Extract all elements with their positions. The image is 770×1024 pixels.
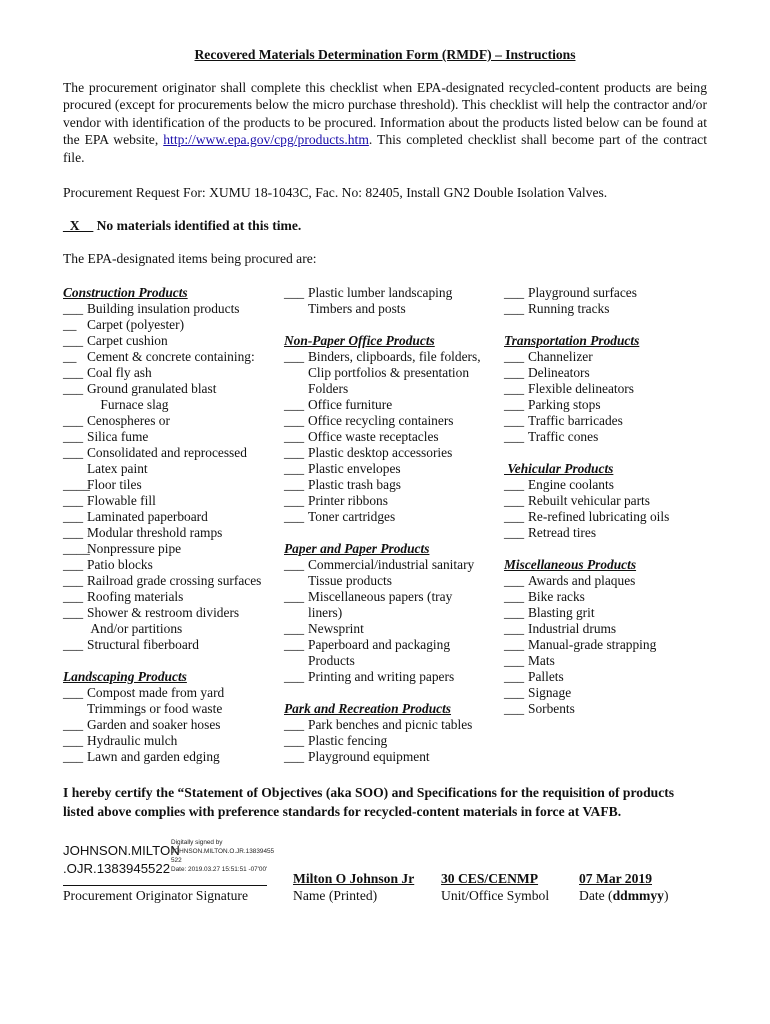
checklist-item-label: Binders, clipboards, file folders,: [308, 349, 481, 364]
checklist-blank[interactable]: ___: [284, 445, 305, 460]
checklist-blank[interactable]: [284, 301, 308, 317]
checklist-blank[interactable]: ___: [284, 669, 305, 684]
checklist-item: [63, 461, 273, 477]
checklist-item-label: Latex paint: [87, 461, 148, 476]
checklist-blank[interactable]: ___: [504, 621, 525, 636]
checklist-item-label: Ground granulated blast: [87, 381, 217, 396]
checklist-item-label: Trimmings or food waste: [87, 701, 223, 716]
signature-name-line-2: .OJR.1383945522: [63, 861, 171, 876]
checklist-item: [284, 381, 494, 397]
checklist-item: [284, 461, 494, 477]
checklist-item: [504, 605, 704, 621]
checklist-item: [504, 349, 704, 365]
checklist-blank[interactable]: ___: [284, 589, 305, 604]
checklist-item-label: Blasting grit: [528, 605, 595, 620]
checklist-blank[interactable]: ___: [504, 381, 525, 396]
checklist-item: [504, 653, 704, 669]
checklist-item-label: Plastic lumber landscaping: [308, 285, 453, 300]
checklist-item-label: Engine coolants: [528, 477, 614, 492]
checklist-item: [504, 509, 704, 525]
checklist-blank[interactable]: ___: [504, 349, 525, 364]
checklist-item-label: Coal fly ash: [87, 365, 152, 380]
checklist-item-label: Sorbents: [528, 701, 575, 716]
checklist-item: [284, 669, 494, 685]
checklist-item: [284, 509, 494, 525]
date-value[interactable]: 07 Mar 2019: [579, 871, 652, 886]
checklist-item-label: Carpet cushion: [87, 333, 168, 348]
checklist-blank[interactable]: ___: [284, 397, 305, 412]
checklist-item-label: Traffic barricades: [528, 413, 623, 428]
checklist-item-label: Clip portfolios & presentation: [308, 365, 470, 380]
checklist-blank[interactable]: ___: [284, 461, 305, 476]
checklist-blank[interactable]: ___: [284, 749, 305, 764]
checklist-item: [504, 525, 704, 541]
checklist-item: [63, 477, 273, 493]
checklist-item: [504, 589, 704, 605]
checklist-blank[interactable]: ___: [284, 285, 305, 300]
checklist-item: [63, 413, 273, 429]
printed-name-caption: Name (Printed): [293, 888, 378, 903]
checklist-blank[interactable]: [63, 701, 87, 717]
checklist-item: [504, 413, 704, 429]
checklist-item-label: Parking stops: [528, 397, 601, 412]
checklist-item: [504, 669, 704, 685]
checklist-item-label: Roofing materials: [87, 589, 184, 604]
checklist-item-label: Toner cartridges: [308, 509, 396, 524]
checklist-item-label: Hydraulic mulch: [87, 733, 178, 748]
checklist-item: [284, 477, 494, 493]
checklist-item: [284, 301, 494, 317]
signature-metadata: [171, 838, 274, 874]
checklist-item-label: Laminated paperboard: [87, 509, 208, 524]
unit-field: [441, 871, 549, 904]
checklist-blank[interactable]: ___: [63, 301, 84, 316]
checklist-item: [504, 685, 704, 701]
checklist-blank[interactable]: ____: [63, 477, 90, 492]
checklist-blank[interactable]: ___: [504, 669, 525, 684]
checklist-blank[interactable]: ___: [504, 573, 525, 588]
checklist-item-label: Consolidated and reprocessed: [87, 445, 247, 460]
checklist-item-label: Printer ribbons: [308, 493, 388, 508]
checklist-item-label: Compost made from yard: [87, 685, 225, 700]
category-item-list: [504, 285, 704, 317]
checklist-item-label: Office recycling containers: [308, 413, 454, 428]
column-3: [504, 285, 704, 717]
checklist-item-label: Printing and writing papers: [308, 669, 455, 684]
checklist-blank[interactable]: ___: [63, 413, 84, 428]
signature-meta-line-3: 522: [171, 857, 182, 864]
items-intro: The EPA-designated items being procured are:: [63, 251, 317, 266]
checklist-item-label: Plastic envelopes: [308, 461, 401, 476]
checklist-item: [284, 349, 494, 365]
checklist-item-label: Pallets: [528, 669, 564, 684]
checklist-blank[interactable]: ___: [284, 733, 305, 748]
category-item-list: [284, 557, 494, 685]
checklist-item-label: Furnace slag: [87, 397, 169, 412]
checklist-item: [63, 589, 273, 605]
checklist-item: [504, 381, 704, 397]
checklist-item: [504, 637, 704, 653]
checklist-blank[interactable]: ___: [504, 685, 525, 700]
procurement-request: Procurement Request For: XUMU 18-1043C, Fac. No: 82405, Install GN2 Double Isolation Valves.: [63, 185, 608, 200]
checklist-blank[interactable]: ___: [504, 589, 525, 604]
checklist-blank[interactable]: ___: [504, 509, 525, 524]
category-item-list: [284, 349, 494, 525]
checklist-item: [63, 621, 273, 637]
category-item-list: [284, 285, 494, 317]
checklist-item: [63, 301, 273, 317]
checklist-item: [284, 557, 494, 573]
signature-name: [63, 842, 180, 878]
checklist-item: [284, 621, 494, 637]
checklist-item: [504, 493, 704, 509]
checklist-item: [63, 605, 273, 621]
checklist-item: [63, 717, 273, 733]
checklist-item: [63, 701, 273, 717]
checklist-blank[interactable]: ___: [284, 509, 305, 524]
checklist-blank[interactable]: ___: [63, 333, 84, 348]
checklist-item-label: Bike racks: [528, 589, 585, 604]
product-category: [504, 333, 704, 445]
checklist-item-label: Office furniture: [308, 397, 393, 412]
category-title: Non-Paper Office Products: [284, 333, 435, 348]
checklist-blank[interactable]: ___: [504, 525, 525, 540]
checklist-item-label: Running tracks: [528, 301, 610, 316]
checklist-item-label: Garden and soaker hoses: [87, 717, 221, 732]
checklist-blank[interactable]: ___: [63, 493, 84, 508]
checklist-item: [284, 397, 494, 413]
checklist-blank[interactable]: ___: [504, 413, 525, 428]
product-category: [63, 669, 273, 765]
checklist-blank[interactable]: __: [63, 317, 77, 332]
product-category: [284, 701, 494, 765]
checklist-item: [63, 637, 273, 653]
intro-paragraph: [63, 79, 707, 166]
checklist-blank[interactable]: ___: [504, 653, 525, 668]
checklist-item-label: Manual-grade strapping: [528, 637, 657, 652]
checklist-blank[interactable]: ___: [63, 429, 84, 444]
checklist-item-label: Park benches and picnic tables: [308, 717, 473, 732]
checklist-blank[interactable]: ___: [504, 397, 525, 412]
checklist-item-label: Rebuilt vehicular parts: [528, 493, 650, 508]
checklist-item: [284, 733, 494, 749]
checklist-item-label: liners): [308, 605, 343, 620]
checklist-blank[interactable]: ___: [284, 349, 305, 364]
checklist-blank[interactable]: ___: [63, 509, 84, 524]
category-item-list: [63, 685, 273, 765]
checklist-item-label: Patio blocks: [87, 557, 153, 572]
signature-meta-line-2: JOHNSON.MILTON.O.JR.13839455: [171, 848, 275, 855]
checklist-item-label: Nonpressure pipe: [87, 541, 182, 556]
product-category: [284, 285, 494, 317]
checklist-item: [504, 477, 704, 493]
product-category: [284, 333, 494, 525]
checklist-item-label: And/or partitions: [87, 621, 183, 636]
category-title: Vehicular Products: [504, 461, 614, 476]
checklist-item: [504, 397, 704, 413]
checklist-blank[interactable]: ___: [63, 637, 84, 652]
checklist-blank[interactable]: ___: [504, 301, 525, 316]
checklist-blank[interactable]: ___: [284, 477, 305, 492]
checklist-blank[interactable]: ___: [504, 365, 525, 380]
checklist-blank[interactable]: ___: [504, 285, 525, 300]
signature-meta-line-4: Date: 2019.03.27 15:51:51 -07'00': [171, 866, 268, 873]
checklist-item-label: Structural fiberboard: [87, 637, 199, 652]
checklist-item-label: Plastic fencing: [308, 733, 388, 748]
no-materials-label: No materials identified at this time.: [93, 218, 302, 233]
product-category: [63, 285, 273, 653]
checklist-item-label: Cenospheres or: [87, 413, 170, 428]
checklist-blank[interactable]: ___: [63, 733, 84, 748]
checklist-item-label: Paperboard and packaging: [308, 637, 451, 652]
checklist-blank[interactable]: ___: [63, 525, 84, 540]
checklist-blank[interactable]: ___: [63, 685, 84, 700]
checklist-item-label: Carpet (polyester): [87, 317, 185, 332]
checklist-item-label: Flexible delineators: [528, 381, 634, 396]
checklist-item: [284, 605, 494, 621]
checklist-item-label: Silica fume: [87, 429, 149, 444]
checklist-item-label: Newsprint: [308, 621, 364, 636]
checklist-blank[interactable]: ___: [63, 381, 84, 396]
checklist-blank[interactable]: [284, 365, 308, 381]
checklist-item: [63, 429, 273, 445]
checklist-item: [284, 285, 494, 301]
date-caption-prefix: Date (: [579, 888, 613, 903]
checklist-item-label: Lawn and garden edging: [87, 749, 220, 764]
checklist-item: [63, 685, 273, 701]
checklist-item-label: Channelizer: [528, 349, 593, 364]
signature-line: [63, 885, 267, 886]
checklist-item: [63, 541, 273, 557]
checklist-blank[interactable]: ___: [63, 589, 84, 604]
no-materials-line: [63, 218, 301, 234]
checklist-blank[interactable]: ___: [63, 557, 84, 572]
category-item-list: [504, 349, 704, 445]
checklist-blank[interactable]: ___: [284, 557, 305, 572]
checklist-item: [63, 333, 273, 349]
checklist-item: [284, 653, 494, 669]
checklist-blank[interactable]: [284, 605, 308, 621]
category-item-list: [63, 301, 273, 653]
checklist-item: [63, 733, 273, 749]
category-item-list: [504, 477, 704, 541]
checklist-item: [504, 285, 704, 301]
category-item-list: [504, 573, 704, 717]
checklist-blank[interactable]: [284, 381, 308, 397]
page-title: Recovered Materials Determination Form (RMDF) – Instructions: [194, 47, 576, 62]
date-caption-format: ddmmyy: [612, 888, 664, 903]
no-materials-checkmark[interactable]: _X__: [63, 218, 94, 233]
checklist-blank[interactable]: ___: [284, 429, 305, 444]
checklist-item-label: Mats: [528, 653, 555, 668]
checklist-item: [63, 525, 273, 541]
checklist-item: [63, 573, 273, 589]
checklist-item-label: Flowable fill: [87, 493, 156, 508]
checklist-blank[interactable]: ___: [284, 493, 305, 508]
checklist-item-label: Shower & restroom dividers: [87, 605, 240, 620]
checklist-item: [504, 429, 704, 445]
checklist-item-label: Re-refined lubricating oils: [528, 509, 670, 524]
checklist-item: [63, 365, 273, 381]
certification-statement: I hereby certify the “Statement of Objectives (aka SOO) and Specifications for the requisition of products listed above complies with preference standards for recycled-content materials in force at VAFB.: [63, 785, 675, 819]
category-title: Landscaping Products: [63, 669, 187, 684]
checklist-item: [284, 573, 494, 589]
checklist-blank[interactable]: ___: [284, 621, 305, 636]
checklist-item: [504, 701, 704, 717]
checklist-blank[interactable]: ___: [284, 637, 305, 652]
checklist-blank[interactable]: [63, 461, 87, 477]
checklist-item: [284, 493, 494, 509]
checklist-item: [284, 637, 494, 653]
category-title: Transportation Products: [504, 333, 640, 348]
checklist-blank[interactable]: ___: [504, 605, 525, 620]
category-title: Paper and Paper Products: [284, 541, 430, 556]
checklist-item: [504, 573, 704, 589]
checklist-blank[interactable]: ___: [63, 445, 84, 460]
checklist-item-label: Plastic desktop accessories: [308, 445, 453, 460]
checklist-item: [504, 365, 704, 381]
checklist-item-label: Miscellaneous papers (tray: [308, 589, 453, 604]
checklist-item-label: Office waste receptacles: [308, 429, 439, 444]
checklist-item-label: Floor tiles: [87, 477, 142, 492]
digital-signature[interactable]: [63, 838, 273, 888]
signature-name-line-1: JOHNSON.MILTON: [63, 843, 180, 858]
checklist-item-label: Railroad grade crossing surfaces: [87, 573, 262, 588]
checklist-item: [63, 317, 273, 333]
checklist-item-label: Building insulation products: [87, 301, 240, 316]
category-title: Construction Products: [63, 285, 188, 300]
checklist-item: [284, 589, 494, 605]
checklist-blank[interactable]: __: [63, 349, 77, 364]
checklist-item-label: Signage: [528, 685, 572, 700]
printed-name-value[interactable]: Milton O Johnson Jr: [293, 871, 415, 886]
checklist-item-label: Folders: [308, 381, 349, 396]
checklist-blank[interactable]: ___: [63, 365, 84, 380]
checklist-item: [63, 557, 273, 573]
checklist-item: [63, 397, 273, 413]
checklist-item-label: Timbers and posts: [308, 301, 406, 316]
date-caption-suffix: ): [663, 888, 669, 903]
checklist-item-label: Delineators: [528, 365, 590, 380]
epa-website-link[interactable]: http://www.epa.gov/cpg/products.htm: [163, 132, 369, 148]
checklist-item-label: Awards and plaques: [528, 573, 636, 588]
column-2: [284, 285, 494, 765]
checklist-item: [284, 365, 494, 381]
checklist-item-label: Tissue products: [308, 573, 392, 588]
checklist-blank[interactable]: ___: [63, 717, 84, 732]
checklist-blank[interactable]: ___: [63, 605, 84, 620]
column-1: [63, 285, 273, 765]
checklist-item-label: Commercial/industrial sanitary: [308, 557, 475, 572]
product-category: [284, 541, 494, 685]
checklist-item-label: Playground equipment: [308, 749, 430, 764]
intro-text-1: The procurement originator shall complete this checklist when EPA-designated recycled-content products are being procured (except for procurements below the micro purchase threshold). This checklist will help the contractor and/or vendor with identification of the products to be procured. Information about the products listed below can be found at the EPA website,: [63, 80, 707, 148]
checklist-item-label: Plastic trash bags: [308, 477, 401, 492]
checklist-blank[interactable]: [284, 573, 308, 589]
category-item-list: [284, 717, 494, 765]
checklist-item-label: Products: [308, 653, 355, 668]
checklist-blank[interactable]: [63, 397, 87, 413]
category-title: Miscellaneous Products: [504, 557, 637, 572]
checklist-item: [63, 381, 273, 397]
checklist-blank[interactable]: ___: [504, 637, 525, 652]
checklist-item: [284, 445, 494, 461]
unit-value[interactable]: 30 CES/CENMP: [441, 871, 539, 886]
checklist-blank[interactable]: ___: [504, 701, 525, 716]
unit-caption: Unit/Office Symbol: [441, 888, 550, 903]
checklist-item: [284, 429, 494, 445]
product-category: [504, 461, 704, 541]
checklist-blank[interactable]: [63, 621, 87, 637]
checklist-item: [284, 413, 494, 429]
checklist-item: [63, 349, 273, 365]
checklist-blank[interactable]: [284, 653, 308, 669]
checklist-item: [284, 749, 494, 765]
checklist-item: [504, 621, 704, 637]
checklist-blank[interactable]: ___: [504, 429, 525, 444]
checklist-blank[interactable]: ___: [63, 573, 84, 588]
intro-text-2: . This completed checklist shall become part of the contract file.: [63, 132, 707, 165]
checklist-blank[interactable]: ___: [504, 493, 525, 508]
checklist-blank[interactable]: ___: [284, 717, 305, 732]
checklist-item-label: Cement & concrete containing:: [87, 349, 255, 364]
product-category: [504, 557, 704, 717]
product-category: [504, 285, 704, 317]
checklist-item: [504, 301, 704, 317]
checklist-item-label: Retread tires: [528, 525, 597, 540]
date-caption: [579, 888, 669, 904]
checklist-blank[interactable]: ___: [504, 477, 525, 492]
date-field: [579, 871, 669, 904]
checklist-blank[interactable]: ___: [63, 749, 84, 764]
checklist-item: [63, 493, 273, 509]
checklist-item-label: Modular threshold ramps: [87, 525, 223, 540]
checklist-item: [63, 749, 273, 765]
category-title: Park and Recreation Products: [284, 701, 452, 716]
checklist-item-label: Industrial drums: [528, 621, 617, 636]
checklist-item: [63, 509, 273, 525]
checklist-item: [284, 717, 494, 733]
checklist-blank[interactable]: ___: [284, 413, 305, 428]
checklist-blank[interactable]: ____: [63, 541, 90, 556]
name-field: [293, 871, 414, 904]
checklist-item-label: Playground surfaces: [528, 285, 637, 300]
signature-meta-line-1: Digitally signed by: [171, 839, 223, 846]
checklist-item: [63, 445, 273, 461]
checklist-item-label: Traffic cones: [528, 429, 599, 444]
signature-caption: Procurement Originator Signature: [63, 888, 248, 903]
